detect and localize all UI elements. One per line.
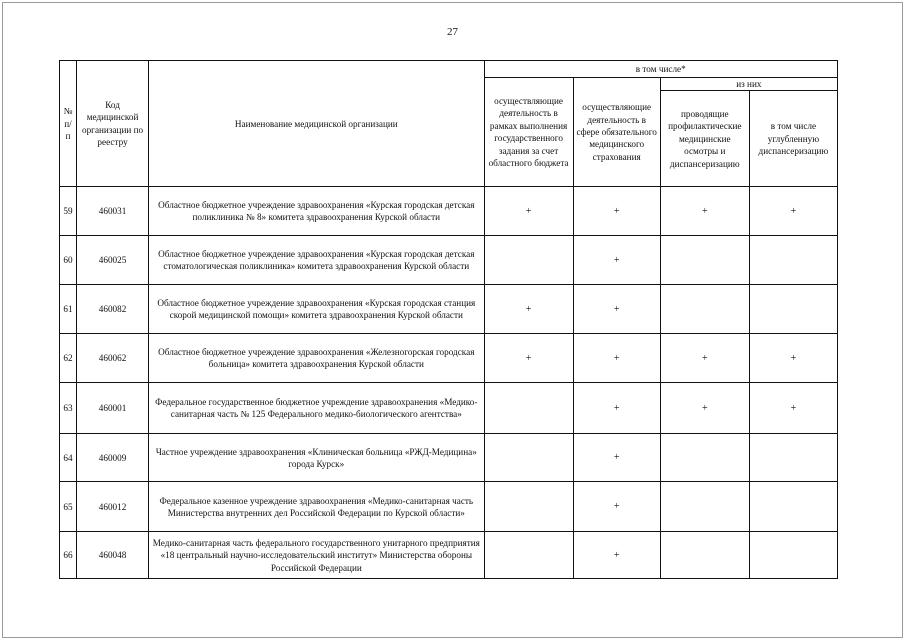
- row-code: 460009: [77, 434, 149, 482]
- organizations-table: [59, 60, 838, 579]
- table-row: [60, 334, 838, 383]
- row-deep-mark: [749, 532, 837, 579]
- header-including: в том числе*: [484, 61, 837, 78]
- page-number: 27: [447, 26, 458, 38]
- table-row: [60, 187, 838, 236]
- row-num: 65: [60, 482, 77, 532]
- header-code: Код медицинской организации по реестру: [77, 61, 149, 187]
- row-budget-mark: [484, 434, 573, 482]
- header-num: № п/п: [60, 61, 77, 187]
- row-code: 460025: [77, 236, 149, 285]
- row-code: 460031: [77, 187, 149, 236]
- row-budget-mark: +: [484, 334, 573, 383]
- row-prof-mark: [660, 285, 749, 334]
- header-prof: проводящие профилактические медицинские осмотры и диспансеризацию: [660, 91, 749, 187]
- row-org-name: Областное бюджетное учреждение здравоохранения «Железногорская городская больница» комитета здравоохранения Курской области: [149, 334, 484, 383]
- row-budget-mark: [484, 532, 573, 579]
- table-row: [60, 236, 838, 285]
- row-org-name: Областное бюджетное учреждение здравоохранения «Курская городская детская стоматологическая поликлиника» комитета здравоохранения Курской области: [149, 236, 484, 285]
- row-num: 61: [60, 285, 77, 334]
- row-deep-mark: [749, 285, 837, 334]
- header-deep: в том числе углубленную диспансеризацию: [749, 91, 837, 187]
- table-row: [60, 482, 838, 532]
- row-deep-mark: [749, 434, 837, 482]
- row-prof-mark: [660, 236, 749, 285]
- row-num: 62: [60, 334, 77, 383]
- row-prof-mark: +: [660, 383, 749, 434]
- table-row: [60, 434, 838, 482]
- row-prof-mark: [660, 532, 749, 579]
- row-org-name: Областное бюджетное учреждение здравоохранения «Курская городская станция скорой медицинской помощи» комитета здравоохранения Курской области: [149, 285, 484, 334]
- row-budget-mark: +: [484, 187, 573, 236]
- table-row: [60, 532, 838, 579]
- row-budget-mark: [484, 482, 573, 532]
- row-deep-mark: [749, 482, 837, 532]
- row-oms-mark: +: [573, 236, 660, 285]
- row-num: 60: [60, 236, 77, 285]
- row-deep-mark: +: [749, 334, 837, 383]
- row-deep-mark: +: [749, 187, 837, 236]
- row-code: 460001: [77, 383, 149, 434]
- row-num: 66: [60, 532, 77, 579]
- row-code: 460012: [77, 482, 149, 532]
- row-oms-mark: +: [573, 334, 660, 383]
- header-name: Наименование медицинской организации: [149, 61, 484, 187]
- row-oms-mark: +: [573, 532, 660, 579]
- row-oms-mark: +: [573, 383, 660, 434]
- row-num: 59: [60, 187, 77, 236]
- row-org-name: Частное учреждение здравоохранения «Клиническая больница «РЖД-Медицина» города Курск»: [149, 434, 484, 482]
- row-budget-mark: +: [484, 285, 573, 334]
- row-prof-mark: +: [660, 334, 749, 383]
- row-budget-mark: [484, 236, 573, 285]
- row-prof-mark: [660, 482, 749, 532]
- row-prof-mark: +: [660, 187, 749, 236]
- table-row: [60, 383, 838, 434]
- row-code: 460082: [77, 285, 149, 334]
- row-deep-mark: +: [749, 383, 837, 434]
- row-org-name: Федеральное казенное учреждение здравоохранения «Медико-санитарная часть Министерства внутренних дел Российской Федерации по Курской области»: [149, 482, 484, 532]
- table-row: [60, 285, 838, 334]
- row-org-name: Медико-санитарная часть федерального государственного унитарного предприятия «18 центральный научно-исследовательский институт» Министерства обороны Российской Федерации: [149, 532, 484, 579]
- row-org-name: Областное бюджетное учреждение здравоохранения «Курская городская детская поликлиника № 8» комитета здравоохранения Курской области: [149, 187, 484, 236]
- header-of-them: из них: [660, 78, 837, 91]
- row-oms-mark: +: [573, 285, 660, 334]
- row-code: 460048: [77, 532, 149, 579]
- row-budget-mark: [484, 383, 573, 434]
- row-oms-mark: +: [573, 187, 660, 236]
- header-budget: осуществляющие деятельность в рамках выполнения государственного задания за счет областного бюджета: [484, 78, 573, 187]
- row-num: 64: [60, 434, 77, 482]
- header-oms: осуществляющие деятельность в сфере обязательного медицинского страхования: [573, 78, 660, 187]
- row-oms-mark: +: [573, 482, 660, 532]
- row-oms-mark: +: [573, 434, 660, 482]
- row-org-name: Федеральное государственное бюджетное учреждение здравоохранения «Медико-санитарная часть № 125 Федерального медико-биологического агентства»: [149, 383, 484, 434]
- row-num: 63: [60, 383, 77, 434]
- table-body: [60, 187, 838, 579]
- row-code: 460062: [77, 334, 149, 383]
- row-deep-mark: [749, 236, 837, 285]
- row-prof-mark: [660, 434, 749, 482]
